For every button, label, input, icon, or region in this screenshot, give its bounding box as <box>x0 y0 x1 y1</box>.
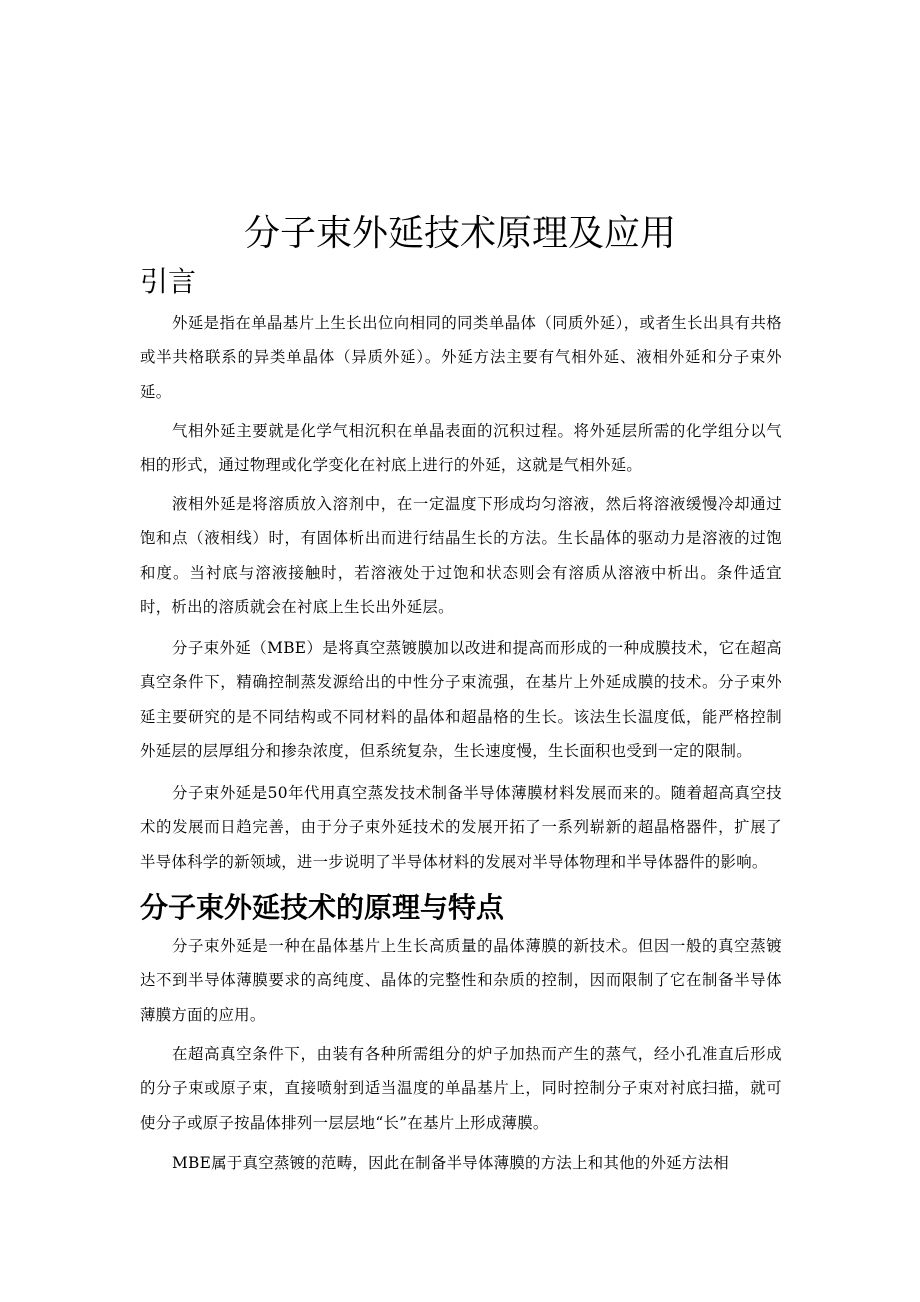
paragraph-mbe-new-technique: 分子束外延是一种在晶体基片上生长高质量的晶体薄膜的新技术。但因一般的真空蒸镀达不到半导体薄膜要求的高纯度、晶体的完整性和杂质的控制，因而限制了它在制备半导体薄膜方面的应用。 <box>140 937 782 1024</box>
paragraph-mbe-process: 在超高真空条件下，由装有各种所需组分的炉子加热而产生的蒸气，经小孔准直后形成的分子束或原子束，直接喷射到适当温度的单晶基片上，同时控制分子束对衬底扫描，就可使分子或原子按晶体排列一层层地“长”在基片上形成薄膜。 <box>140 1045 782 1132</box>
section-heading-introduction: 引言 <box>140 265 197 298</box>
paragraph-liquid-phase-epitaxy: 液相外延是将溶质放入溶剂中，在一定温度下形成均匀溶液，然后将溶液缓慢冷却通过饱和点（液相线）时，有固体析出而进行结晶生长的方法。生长晶体的驱动力是溶液的过饱和度。当衬底与溶液接触时，若溶液处于过饱和状态则会有溶质从溶液中析出。条件适宜时，析出的溶质就会在衬底上生长出外延层。 <box>140 495 782 616</box>
paragraph-epitaxy-definition: 外延是指在单晶基片上生长出位向相同的同类单晶体（同质外延），或者生长出具有共格或半共格联系的异类单晶体（异质外延）。外延方法主要有气相外延、液相外延和分子束外延。 <box>140 314 782 401</box>
document-title: 分子束外延技术原理及应用 <box>243 213 676 254</box>
paragraph-mbe-overview: 分子束外延（MBE）是将真空蒸镀膜加以改进和提高而形成的一种成膜技术，它在超高真空条件下，精确控制蒸发源给出的中性分子束流强，在基片上外延成膜的技术。分子束外延主要研究的是不同结构或不同材料的晶体和超晶格的生长。该法生长温度低，能严格控制外延层的层厚组分和掺杂浓度，但系统复杂，生长速度慢，生长面积也受到一定的限制。 <box>140 639 782 760</box>
paragraph-vapor-phase-epitaxy: 气相外延主要就是化学气相沉积在单晶表面的沉积过程。将外延层所需的化学组分以气相的形式，通过物理或化学变化在衬底上进行的外延，这就是气相外延。 <box>140 422 782 475</box>
section-heading-principle: 分子束外延技术的原理与特点 <box>140 891 505 924</box>
paragraph-mbe-history: 分子束外延是50年代用真空蒸发技术制备半导体薄膜材料发展而来的。随着超高真空技术的发展而日趋完善，由于分子束外延技术的发展开拓了一系列崭新的超晶格器件，扩展了半导体科学的新领域，进一步说明了半导体材料的发展对半导体物理和半导体器件的影响。 <box>140 784 782 871</box>
paragraph-mbe-category: MBE属于真空蒸镀的范畴，因此在制备半导体薄膜的方法上和其他的外延方法相 <box>172 1154 729 1172</box>
